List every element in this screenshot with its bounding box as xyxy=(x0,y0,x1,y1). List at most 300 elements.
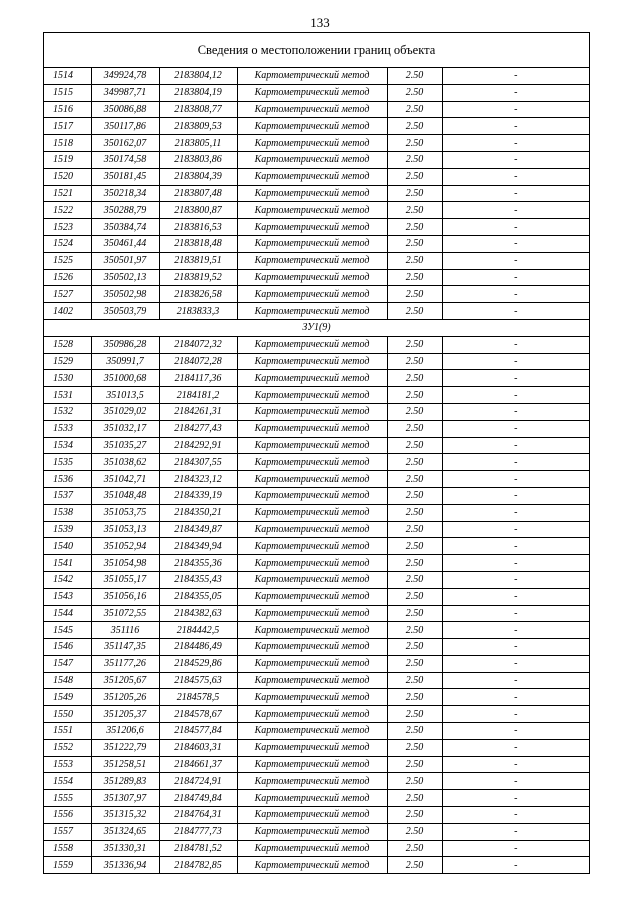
method-cell: Картометрический метод xyxy=(237,756,387,773)
point-number-cell: 1517 xyxy=(44,118,91,135)
y-coordinate-cell: 2184577,84 xyxy=(159,723,237,740)
x-coordinate-cell: 351055,17 xyxy=(91,571,159,588)
y-coordinate-cell: 2184661,37 xyxy=(159,756,237,773)
accuracy-cell: 2.50 xyxy=(387,336,442,353)
method-cell: Картометрический метод xyxy=(237,857,387,873)
point-number-cell: 1526 xyxy=(44,269,91,286)
y-coordinate-cell: 2183808,77 xyxy=(159,101,237,118)
x-coordinate-cell: 351116 xyxy=(91,622,159,639)
accuracy-cell: 2.50 xyxy=(387,68,442,84)
table-row xyxy=(44,168,589,185)
table-row xyxy=(44,387,589,404)
y-coordinate-cell: 2184781,52 xyxy=(159,840,237,857)
method-cell: Картометрический метод xyxy=(237,84,387,101)
table-row xyxy=(44,68,589,84)
x-coordinate-cell: 351000,68 xyxy=(91,370,159,387)
x-coordinate-cell: 351307,97 xyxy=(91,790,159,807)
note-cell: - xyxy=(442,101,589,118)
point-number-cell: 1552 xyxy=(44,739,91,756)
method-cell: Картометрический метод xyxy=(237,706,387,723)
y-coordinate-cell: 2184782,85 xyxy=(159,857,237,873)
note-cell: - xyxy=(442,487,589,504)
table-row xyxy=(44,487,589,504)
accuracy-cell: 2.50 xyxy=(387,151,442,168)
x-coordinate-cell: 351258,51 xyxy=(91,756,159,773)
point-number-cell: 1542 xyxy=(44,571,91,588)
method-cell: Картометрический метод xyxy=(237,101,387,118)
accuracy-cell: 2.50 xyxy=(387,437,442,454)
y-coordinate-cell: 2184323,12 xyxy=(159,471,237,488)
x-coordinate-cell: 351035,27 xyxy=(91,437,159,454)
x-coordinate-cell: 351289,83 xyxy=(91,773,159,790)
method-cell: Картометрический метод xyxy=(237,689,387,706)
x-coordinate-cell: 350181,45 xyxy=(91,168,159,185)
note-cell: - xyxy=(442,353,589,370)
accuracy-cell: 2.50 xyxy=(387,588,442,605)
method-cell: Картометрический метод xyxy=(237,504,387,521)
table-row xyxy=(44,303,589,320)
x-coordinate-cell: 349987,71 xyxy=(91,84,159,101)
table-row xyxy=(44,252,589,269)
table-row xyxy=(44,538,589,555)
y-coordinate-cell: 2184117,36 xyxy=(159,370,237,387)
table-row xyxy=(44,773,589,790)
point-number-cell: 1541 xyxy=(44,555,91,572)
accuracy-cell: 2.50 xyxy=(387,823,442,840)
document-frame xyxy=(43,32,590,874)
point-number-cell: 1522 xyxy=(44,202,91,219)
table-row xyxy=(44,739,589,756)
table-row xyxy=(44,420,589,437)
point-number-cell: 1520 xyxy=(44,168,91,185)
point-number-cell: 1402 xyxy=(44,303,91,320)
x-coordinate-cell: 351053,75 xyxy=(91,504,159,521)
accuracy-cell: 2.50 xyxy=(387,420,442,437)
method-cell: Картометрический метод xyxy=(237,555,387,572)
note-cell: - xyxy=(442,202,589,219)
y-coordinate-cell: 2184181,2 xyxy=(159,387,237,404)
table-row xyxy=(44,370,589,387)
method-cell: Картометрический метод xyxy=(237,538,387,555)
x-coordinate-cell: 350501,97 xyxy=(91,252,159,269)
accuracy-cell: 2.50 xyxy=(387,639,442,656)
x-coordinate-cell: 351052,94 xyxy=(91,538,159,555)
accuracy-cell: 2.50 xyxy=(387,571,442,588)
accuracy-cell: 2.50 xyxy=(387,706,442,723)
note-cell: - xyxy=(442,807,589,824)
table-row xyxy=(44,823,589,840)
x-coordinate-cell: 350384,74 xyxy=(91,219,159,236)
x-coordinate-cell: 351336,94 xyxy=(91,857,159,873)
accuracy-cell: 2.50 xyxy=(387,672,442,689)
x-coordinate-cell: 351072,55 xyxy=(91,605,159,622)
note-cell: - xyxy=(442,555,589,572)
y-coordinate-cell: 2184578,67 xyxy=(159,706,237,723)
table-row xyxy=(44,605,589,622)
method-cell: Картометрический метод xyxy=(237,370,387,387)
y-coordinate-cell: 2184486,49 xyxy=(159,639,237,656)
note-cell: - xyxy=(442,403,589,420)
section-label: ЗУ1(9) xyxy=(44,319,589,336)
note-cell: - xyxy=(442,471,589,488)
method-cell: Картометрический метод xyxy=(237,471,387,488)
point-number-cell: 1528 xyxy=(44,336,91,353)
y-coordinate-cell: 2184578,5 xyxy=(159,689,237,706)
x-coordinate-cell: 351205,37 xyxy=(91,706,159,723)
table-row xyxy=(44,555,589,572)
accuracy-cell: 2.50 xyxy=(387,168,442,185)
point-number-cell: 1544 xyxy=(44,605,91,622)
note-cell: - xyxy=(442,269,589,286)
table-row xyxy=(44,840,589,857)
x-coordinate-cell: 351205,67 xyxy=(91,672,159,689)
note-cell: - xyxy=(442,118,589,135)
method-cell: Картометрический метод xyxy=(237,773,387,790)
table-row xyxy=(44,219,589,236)
method-cell: Картометрический метод xyxy=(237,420,387,437)
table-row xyxy=(44,437,589,454)
accuracy-cell: 2.50 xyxy=(387,773,442,790)
accuracy-cell: 2.50 xyxy=(387,387,442,404)
point-number-cell: 1543 xyxy=(44,588,91,605)
point-number-cell: 1516 xyxy=(44,101,91,118)
x-coordinate-cell: 351038,62 xyxy=(91,454,159,471)
note-cell: - xyxy=(442,739,589,756)
note-cell: - xyxy=(442,303,589,320)
table-row xyxy=(44,269,589,286)
table-row xyxy=(44,672,589,689)
y-coordinate-cell: 2184261,31 xyxy=(159,403,237,420)
note-cell: - xyxy=(442,219,589,236)
point-number-cell: 1534 xyxy=(44,437,91,454)
point-number-cell: 1538 xyxy=(44,504,91,521)
method-cell: Картометрический метод xyxy=(237,823,387,840)
method-cell: Картометрический метод xyxy=(237,588,387,605)
method-cell: Картометрический метод xyxy=(237,639,387,656)
x-coordinate-cell: 351053,13 xyxy=(91,521,159,538)
y-coordinate-cell: 2183804,12 xyxy=(159,68,237,84)
method-cell: Картометрический метод xyxy=(237,135,387,152)
y-coordinate-cell: 2183818,48 xyxy=(159,235,237,252)
table-row xyxy=(44,235,589,252)
accuracy-cell: 2.50 xyxy=(387,454,442,471)
accuracy-cell: 2.50 xyxy=(387,303,442,320)
point-number-cell: 1514 xyxy=(44,68,91,84)
point-number-cell: 1536 xyxy=(44,471,91,488)
accuracy-cell: 2.50 xyxy=(387,857,442,873)
accuracy-cell: 2.50 xyxy=(387,353,442,370)
accuracy-cell: 2.50 xyxy=(387,790,442,807)
table-row xyxy=(44,84,589,101)
point-number-cell: 1524 xyxy=(44,235,91,252)
y-coordinate-cell: 2184382,63 xyxy=(159,605,237,622)
document-title: Сведения о местоположении границ объекта xyxy=(44,33,589,68)
point-number-cell: 1554 xyxy=(44,773,91,790)
table-row xyxy=(44,857,589,873)
accuracy-cell: 2.50 xyxy=(387,504,442,521)
y-coordinate-cell: 2184724,91 xyxy=(159,773,237,790)
table-row xyxy=(44,571,589,588)
method-cell: Картометрический метод xyxy=(237,202,387,219)
y-coordinate-cell: 2184350,21 xyxy=(159,504,237,521)
point-number-cell: 1533 xyxy=(44,420,91,437)
y-coordinate-cell: 2184603,31 xyxy=(159,739,237,756)
method-cell: Картометрический метод xyxy=(237,521,387,538)
note-cell: - xyxy=(442,689,589,706)
page-number: 133 xyxy=(310,15,330,30)
table-row xyxy=(44,118,589,135)
accuracy-cell: 2.50 xyxy=(387,269,442,286)
x-coordinate-cell: 351029,02 xyxy=(91,403,159,420)
point-number-cell: 1558 xyxy=(44,840,91,857)
note-cell: - xyxy=(442,521,589,538)
accuracy-cell: 2.50 xyxy=(387,756,442,773)
x-coordinate-cell: 350218,34 xyxy=(91,185,159,202)
method-cell: Картометрический метод xyxy=(237,336,387,353)
accuracy-cell: 2.50 xyxy=(387,555,442,572)
table-row xyxy=(44,151,589,168)
note-cell: - xyxy=(442,538,589,555)
method-cell: Картометрический метод xyxy=(237,353,387,370)
x-coordinate-cell: 351330,31 xyxy=(91,840,159,857)
y-coordinate-cell: 2183826,58 xyxy=(159,286,237,303)
accuracy-cell: 2.50 xyxy=(387,605,442,622)
note-cell: - xyxy=(442,571,589,588)
table-row xyxy=(44,185,589,202)
method-cell: Картометрический метод xyxy=(237,151,387,168)
method-cell: Картометрический метод xyxy=(237,286,387,303)
x-coordinate-cell: 350174,58 xyxy=(91,151,159,168)
table-row xyxy=(44,286,589,303)
x-coordinate-cell: 350502,98 xyxy=(91,286,159,303)
note-cell: - xyxy=(442,790,589,807)
note-cell: - xyxy=(442,655,589,672)
table-row xyxy=(44,706,589,723)
y-coordinate-cell: 2184764,31 xyxy=(159,807,237,824)
note-cell: - xyxy=(442,235,589,252)
x-coordinate-cell: 351048,48 xyxy=(91,487,159,504)
section-row xyxy=(44,319,589,336)
y-coordinate-cell: 2184355,05 xyxy=(159,588,237,605)
y-coordinate-cell: 2183816,53 xyxy=(159,219,237,236)
y-coordinate-cell: 2184355,36 xyxy=(159,555,237,572)
table-row xyxy=(44,790,589,807)
method-cell: Картометрический метод xyxy=(237,68,387,84)
note-cell: - xyxy=(442,823,589,840)
x-coordinate-cell: 351056,16 xyxy=(91,588,159,605)
x-coordinate-cell: 350086,88 xyxy=(91,101,159,118)
point-number-cell: 1532 xyxy=(44,403,91,420)
accuracy-cell: 2.50 xyxy=(387,487,442,504)
y-coordinate-cell: 2183819,51 xyxy=(159,252,237,269)
accuracy-cell: 2.50 xyxy=(387,219,442,236)
point-number-cell: 1547 xyxy=(44,655,91,672)
table-row xyxy=(44,622,589,639)
accuracy-cell: 2.50 xyxy=(387,286,442,303)
accuracy-cell: 2.50 xyxy=(387,739,442,756)
x-coordinate-cell: 351032,17 xyxy=(91,420,159,437)
method-cell: Картометрический метод xyxy=(237,303,387,320)
point-number-cell: 1515 xyxy=(44,84,91,101)
method-cell: Картометрический метод xyxy=(237,622,387,639)
method-cell: Картометрический метод xyxy=(237,252,387,269)
table-row xyxy=(44,403,589,420)
coordinates-table xyxy=(44,68,589,873)
accuracy-cell: 2.50 xyxy=(387,723,442,740)
point-number-cell: 1527 xyxy=(44,286,91,303)
y-coordinate-cell: 2183819,52 xyxy=(159,269,237,286)
x-coordinate-cell: 351315,32 xyxy=(91,807,159,824)
accuracy-cell: 2.50 xyxy=(387,370,442,387)
method-cell: Картометрический метод xyxy=(237,655,387,672)
table-row xyxy=(44,588,589,605)
x-coordinate-cell: 350986,28 xyxy=(91,336,159,353)
y-coordinate-cell: 2184777,73 xyxy=(159,823,237,840)
accuracy-cell: 2.50 xyxy=(387,252,442,269)
table-row xyxy=(44,689,589,706)
y-coordinate-cell: 2184575,63 xyxy=(159,672,237,689)
y-coordinate-cell: 2184307,55 xyxy=(159,454,237,471)
note-cell: - xyxy=(442,706,589,723)
table-row xyxy=(44,655,589,672)
accuracy-cell: 2.50 xyxy=(387,118,442,135)
method-cell: Картометрический метод xyxy=(237,807,387,824)
note-cell: - xyxy=(442,723,589,740)
y-coordinate-cell: 2183805,11 xyxy=(159,135,237,152)
note-cell: - xyxy=(442,151,589,168)
note-cell: - xyxy=(442,185,589,202)
note-cell: - xyxy=(442,773,589,790)
method-cell: Картометрический метод xyxy=(237,235,387,252)
accuracy-cell: 2.50 xyxy=(387,403,442,420)
x-coordinate-cell: 350162,07 xyxy=(91,135,159,152)
point-number-cell: 1555 xyxy=(44,790,91,807)
x-coordinate-cell: 350502,13 xyxy=(91,269,159,286)
y-coordinate-cell: 2184277,43 xyxy=(159,420,237,437)
y-coordinate-cell: 2184442,5 xyxy=(159,622,237,639)
y-coordinate-cell: 2184529,86 xyxy=(159,655,237,672)
point-number-cell: 1559 xyxy=(44,857,91,873)
note-cell: - xyxy=(442,168,589,185)
point-number-cell: 1525 xyxy=(44,252,91,269)
y-coordinate-cell: 2184349,94 xyxy=(159,538,237,555)
method-cell: Картометрический метод xyxy=(237,454,387,471)
table-row xyxy=(44,504,589,521)
table-row xyxy=(44,202,589,219)
point-number-cell: 1519 xyxy=(44,151,91,168)
x-coordinate-cell: 350503,79 xyxy=(91,303,159,320)
note-cell: - xyxy=(442,387,589,404)
accuracy-cell: 2.50 xyxy=(387,622,442,639)
method-cell: Картометрический метод xyxy=(237,605,387,622)
x-coordinate-cell: 351013,5 xyxy=(91,387,159,404)
point-number-cell: 1531 xyxy=(44,387,91,404)
table-row xyxy=(44,336,589,353)
y-coordinate-cell: 2183833,3 xyxy=(159,303,237,320)
y-coordinate-cell: 2184072,28 xyxy=(159,353,237,370)
accuracy-cell: 2.50 xyxy=(387,235,442,252)
point-number-cell: 1529 xyxy=(44,353,91,370)
note-cell: - xyxy=(442,672,589,689)
point-number-cell: 1546 xyxy=(44,639,91,656)
x-coordinate-cell: 350288,79 xyxy=(91,202,159,219)
point-number-cell: 1551 xyxy=(44,723,91,740)
note-cell: - xyxy=(442,437,589,454)
point-number-cell: 1557 xyxy=(44,823,91,840)
point-number-cell: 1537 xyxy=(44,487,91,504)
table-row xyxy=(44,639,589,656)
note-cell: - xyxy=(442,370,589,387)
x-coordinate-cell: 351042,71 xyxy=(91,471,159,488)
table-row xyxy=(44,756,589,773)
table-row xyxy=(44,723,589,740)
point-number-cell: 1523 xyxy=(44,219,91,236)
note-cell: - xyxy=(442,588,589,605)
y-coordinate-cell: 2184349,87 xyxy=(159,521,237,538)
method-cell: Картометрический метод xyxy=(237,403,387,420)
y-coordinate-cell: 2183807,48 xyxy=(159,185,237,202)
note-cell: - xyxy=(442,420,589,437)
method-cell: Картометрический метод xyxy=(237,790,387,807)
accuracy-cell: 2.50 xyxy=(387,655,442,672)
accuracy-cell: 2.50 xyxy=(387,521,442,538)
table-row xyxy=(44,454,589,471)
note-cell: - xyxy=(442,639,589,656)
y-coordinate-cell: 2184292,91 xyxy=(159,437,237,454)
x-coordinate-cell: 350991,7 xyxy=(91,353,159,370)
note-cell: - xyxy=(442,135,589,152)
point-number-cell: 1518 xyxy=(44,135,91,152)
accuracy-cell: 2.50 xyxy=(387,538,442,555)
accuracy-cell: 2.50 xyxy=(387,84,442,101)
note-cell: - xyxy=(442,252,589,269)
point-number-cell: 1549 xyxy=(44,689,91,706)
note-cell: - xyxy=(442,84,589,101)
x-coordinate-cell: 351205,26 xyxy=(91,689,159,706)
accuracy-cell: 2.50 xyxy=(387,135,442,152)
x-coordinate-cell: 350117,86 xyxy=(91,118,159,135)
y-coordinate-cell: 2183804,19 xyxy=(159,84,237,101)
point-number-cell: 1545 xyxy=(44,622,91,639)
point-number-cell: 1548 xyxy=(44,672,91,689)
method-cell: Картометрический метод xyxy=(237,168,387,185)
note-cell: - xyxy=(442,605,589,622)
x-coordinate-cell: 351054,98 xyxy=(91,555,159,572)
y-coordinate-cell: 2184339,19 xyxy=(159,487,237,504)
point-number-cell: 1550 xyxy=(44,706,91,723)
y-coordinate-cell: 2184072,32 xyxy=(159,336,237,353)
table-row xyxy=(44,353,589,370)
note-cell: - xyxy=(442,286,589,303)
table-row xyxy=(44,521,589,538)
method-cell: Картометрический метод xyxy=(237,840,387,857)
point-number-cell: 1556 xyxy=(44,807,91,824)
y-coordinate-cell: 2184355,43 xyxy=(159,571,237,588)
note-cell: - xyxy=(442,504,589,521)
accuracy-cell: 2.50 xyxy=(387,101,442,118)
method-cell: Картометрический метод xyxy=(237,269,387,286)
y-coordinate-cell: 2183804,39 xyxy=(159,168,237,185)
accuracy-cell: 2.50 xyxy=(387,471,442,488)
method-cell: Картометрический метод xyxy=(237,185,387,202)
note-cell: - xyxy=(442,857,589,873)
y-coordinate-cell: 2183809,53 xyxy=(159,118,237,135)
method-cell: Картометрический метод xyxy=(237,387,387,404)
point-number-cell: 1530 xyxy=(44,370,91,387)
table-row xyxy=(44,807,589,824)
note-cell: - xyxy=(442,756,589,773)
y-coordinate-cell: 2183800,87 xyxy=(159,202,237,219)
